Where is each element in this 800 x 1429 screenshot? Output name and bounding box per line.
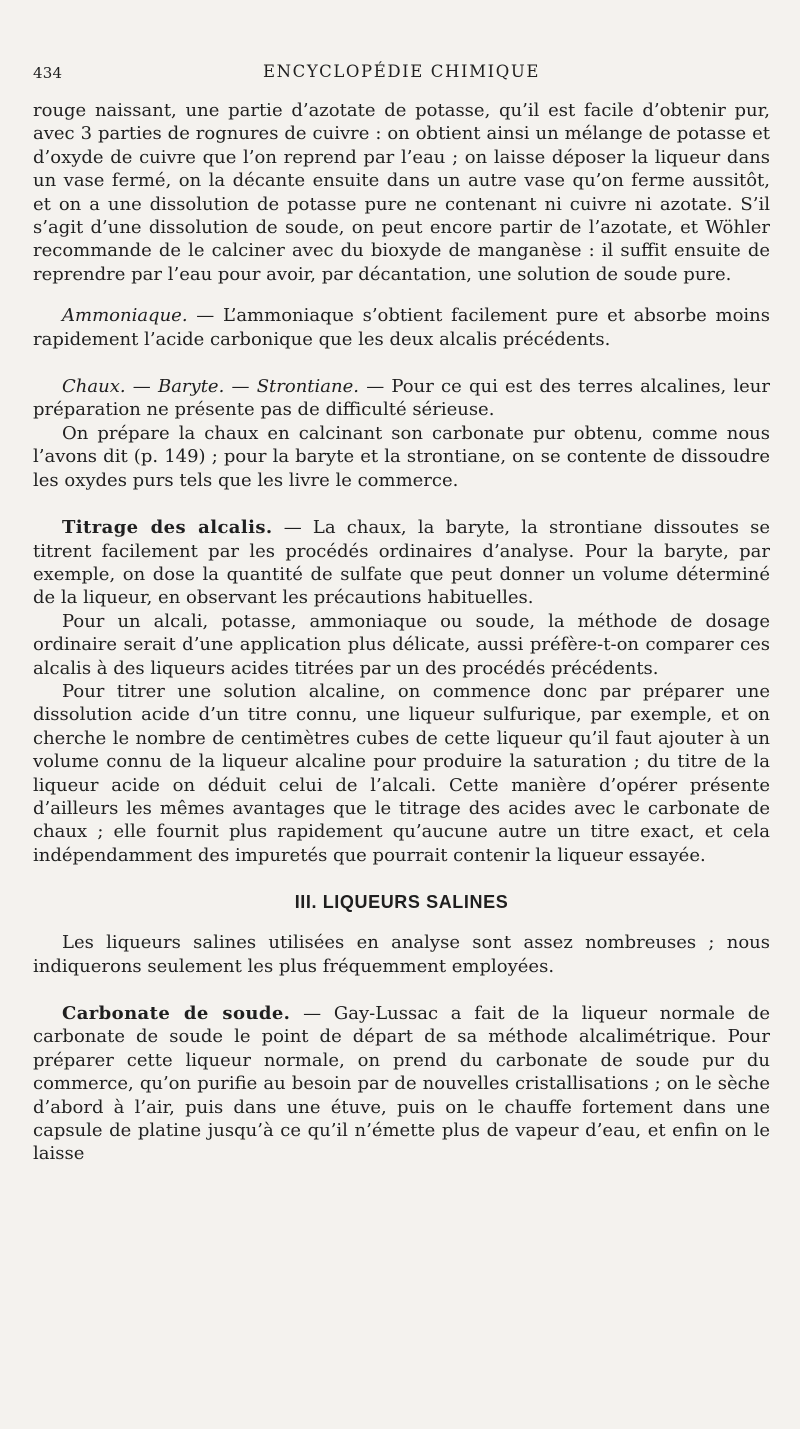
running-head: ENCYCLOPÉDIE CHIMIQUE — [262, 62, 541, 81]
paragraph-potasse-preparation — [33, 99, 770, 286]
paragraph-ammoniaque — [33, 304, 770, 351]
page-number: 434 — [33, 64, 63, 82]
paragraph-text: rouge naissant, une partie d’azotate de potasse, qu’il est facile d’obtenir pur, avec 3 parties de rognures de cuivre : on obtient ainsi un mélange de potasse et d’oxyde de cuivre que l’on reprend par l’eau ; on laisse déposer la liqueur dans un vase fermé, on la décante ensuite dans un autre vase qu’on ferme aussitôt, et on a une dissolution de potasse pure ne contenant ni cuivre ni azotate. S’il s’agit d’une dissolution de soude, on peut encore partir de l’azotate, et Wöhler recommande de le calciner avec du bioxyde de manganèse : il suffit ensuite de reprendre par l’eau pour avoir, par décantation, une solution de soude pure. — [33, 100, 770, 285]
heading-titrage-des-alcalis: Titrage des alcalis. — [62, 517, 273, 539]
paragraph-text: — Pour ce qui est des terres alcalines, leur préparation ne présente pas de difficulté sérieuse. — [33, 376, 770, 421]
paragraph-text: — Gay-Lussac a fait de la liqueur normale de carbonate de soude le point de départ de sa méthode alcalimétrique. Pour préparer cette liqueur normale, on prend du carbonate de soude pur du commerce, qu’on purifie au besoin par de nouvelles cristallisations ; on le sèche d’abord à l’air, puis dans une étuve, puis on le chauffe fortement dans une capsule de platine jusqu’à ce qu’il n’émette plus de vapeur d’eau, et enfin on le laisse — [33, 1003, 770, 1165]
subheading-chaux-baryte-strontiane: Chaux. — Baryte. — Strontiane. — [62, 376, 359, 398]
heading-carbonate-de-soude: Carbonate de soude. — [62, 1003, 291, 1024]
paragraph-text: — L’ammoniaque s’obtient facilement pure et absorbe moins rapidement l’acide carbonique que les deux alcalis précédents. — [33, 305, 770, 350]
paragraph-titrage-alcalis — [33, 516, 770, 610]
section-title-liqueurs-salines: III. LIQUEURS SALINES — [294, 892, 509, 913]
paragraph-text: Pour titrer une solution alcaline, on commence donc par préparer une dissolution acide d’un titre connu, une liqueur sulfurique, par exemple, et on cherche le nombre de centimètres cubes de cette liqueur qu’il faut ajouter à un volume connu de la liqueur alcaline pour produire la saturation ; du titre de la liqueur acide on déduit celui de l’alcali. Cette manière d’opérer présente d’ailleurs les mêmes avantages que le titrage des acides avec le carbonate de chaux ; elle fournit plus rapidement qu’aucune autre un titre exact, et cela indépendamment des impuretés que pourrait contenir la liqueur essayée. — [33, 680, 770, 866]
page-header — [33, 52, 770, 92]
paragraph-terres-alcalines — [33, 375, 770, 422]
subheading-ammoniaque: Ammoniaque. — [62, 305, 188, 327]
paragraph-liqueurs-salines-intro — [33, 931, 770, 978]
paragraph-text: On prépare la chaux en calcinant son carbonate pur obtenu, comme nous l’avons dit (p. 149) ; pour la baryte et la strontiane, on se contente de dissoudre les oxydes purs tels que les livre le commerce. — [33, 422, 770, 491]
paragraph-text: Pour un alcali, potasse, ammoniaque ou soude, la méthode de dosage ordinaire serait d’une application plus délicate, aussi préfère-t-on comparer ces alcalis à des liqueurs acides titrées par un des procédés précédents. — [33, 610, 770, 679]
paragraph-text: Les liqueurs salines utilisées en analyse sont assez nombreuses ; nous indiquerons seulement les plus fréquemment employées. — [33, 932, 770, 977]
paragraph-text: — La chaux, la baryte, la strontiane dissoutes se titrent facilement par les procédés ordinaires d’analyse. Pour la baryte, par exemple, on dose la quantité de sulfate que peut donner un volume déterminé de la liqueur, en observant les précautions habituelles. — [33, 517, 770, 609]
paragraph-carbonate-de-soude — [33, 1002, 770, 1166]
paragraph-preparation-chaux — [33, 422, 770, 492]
bottom-spacer — [33, 1166, 770, 1186]
page-content — [33, 99, 770, 1186]
paragraph-titrer-solution-alcaline — [33, 680, 770, 867]
paragraph-dosage-alcali — [33, 610, 770, 680]
